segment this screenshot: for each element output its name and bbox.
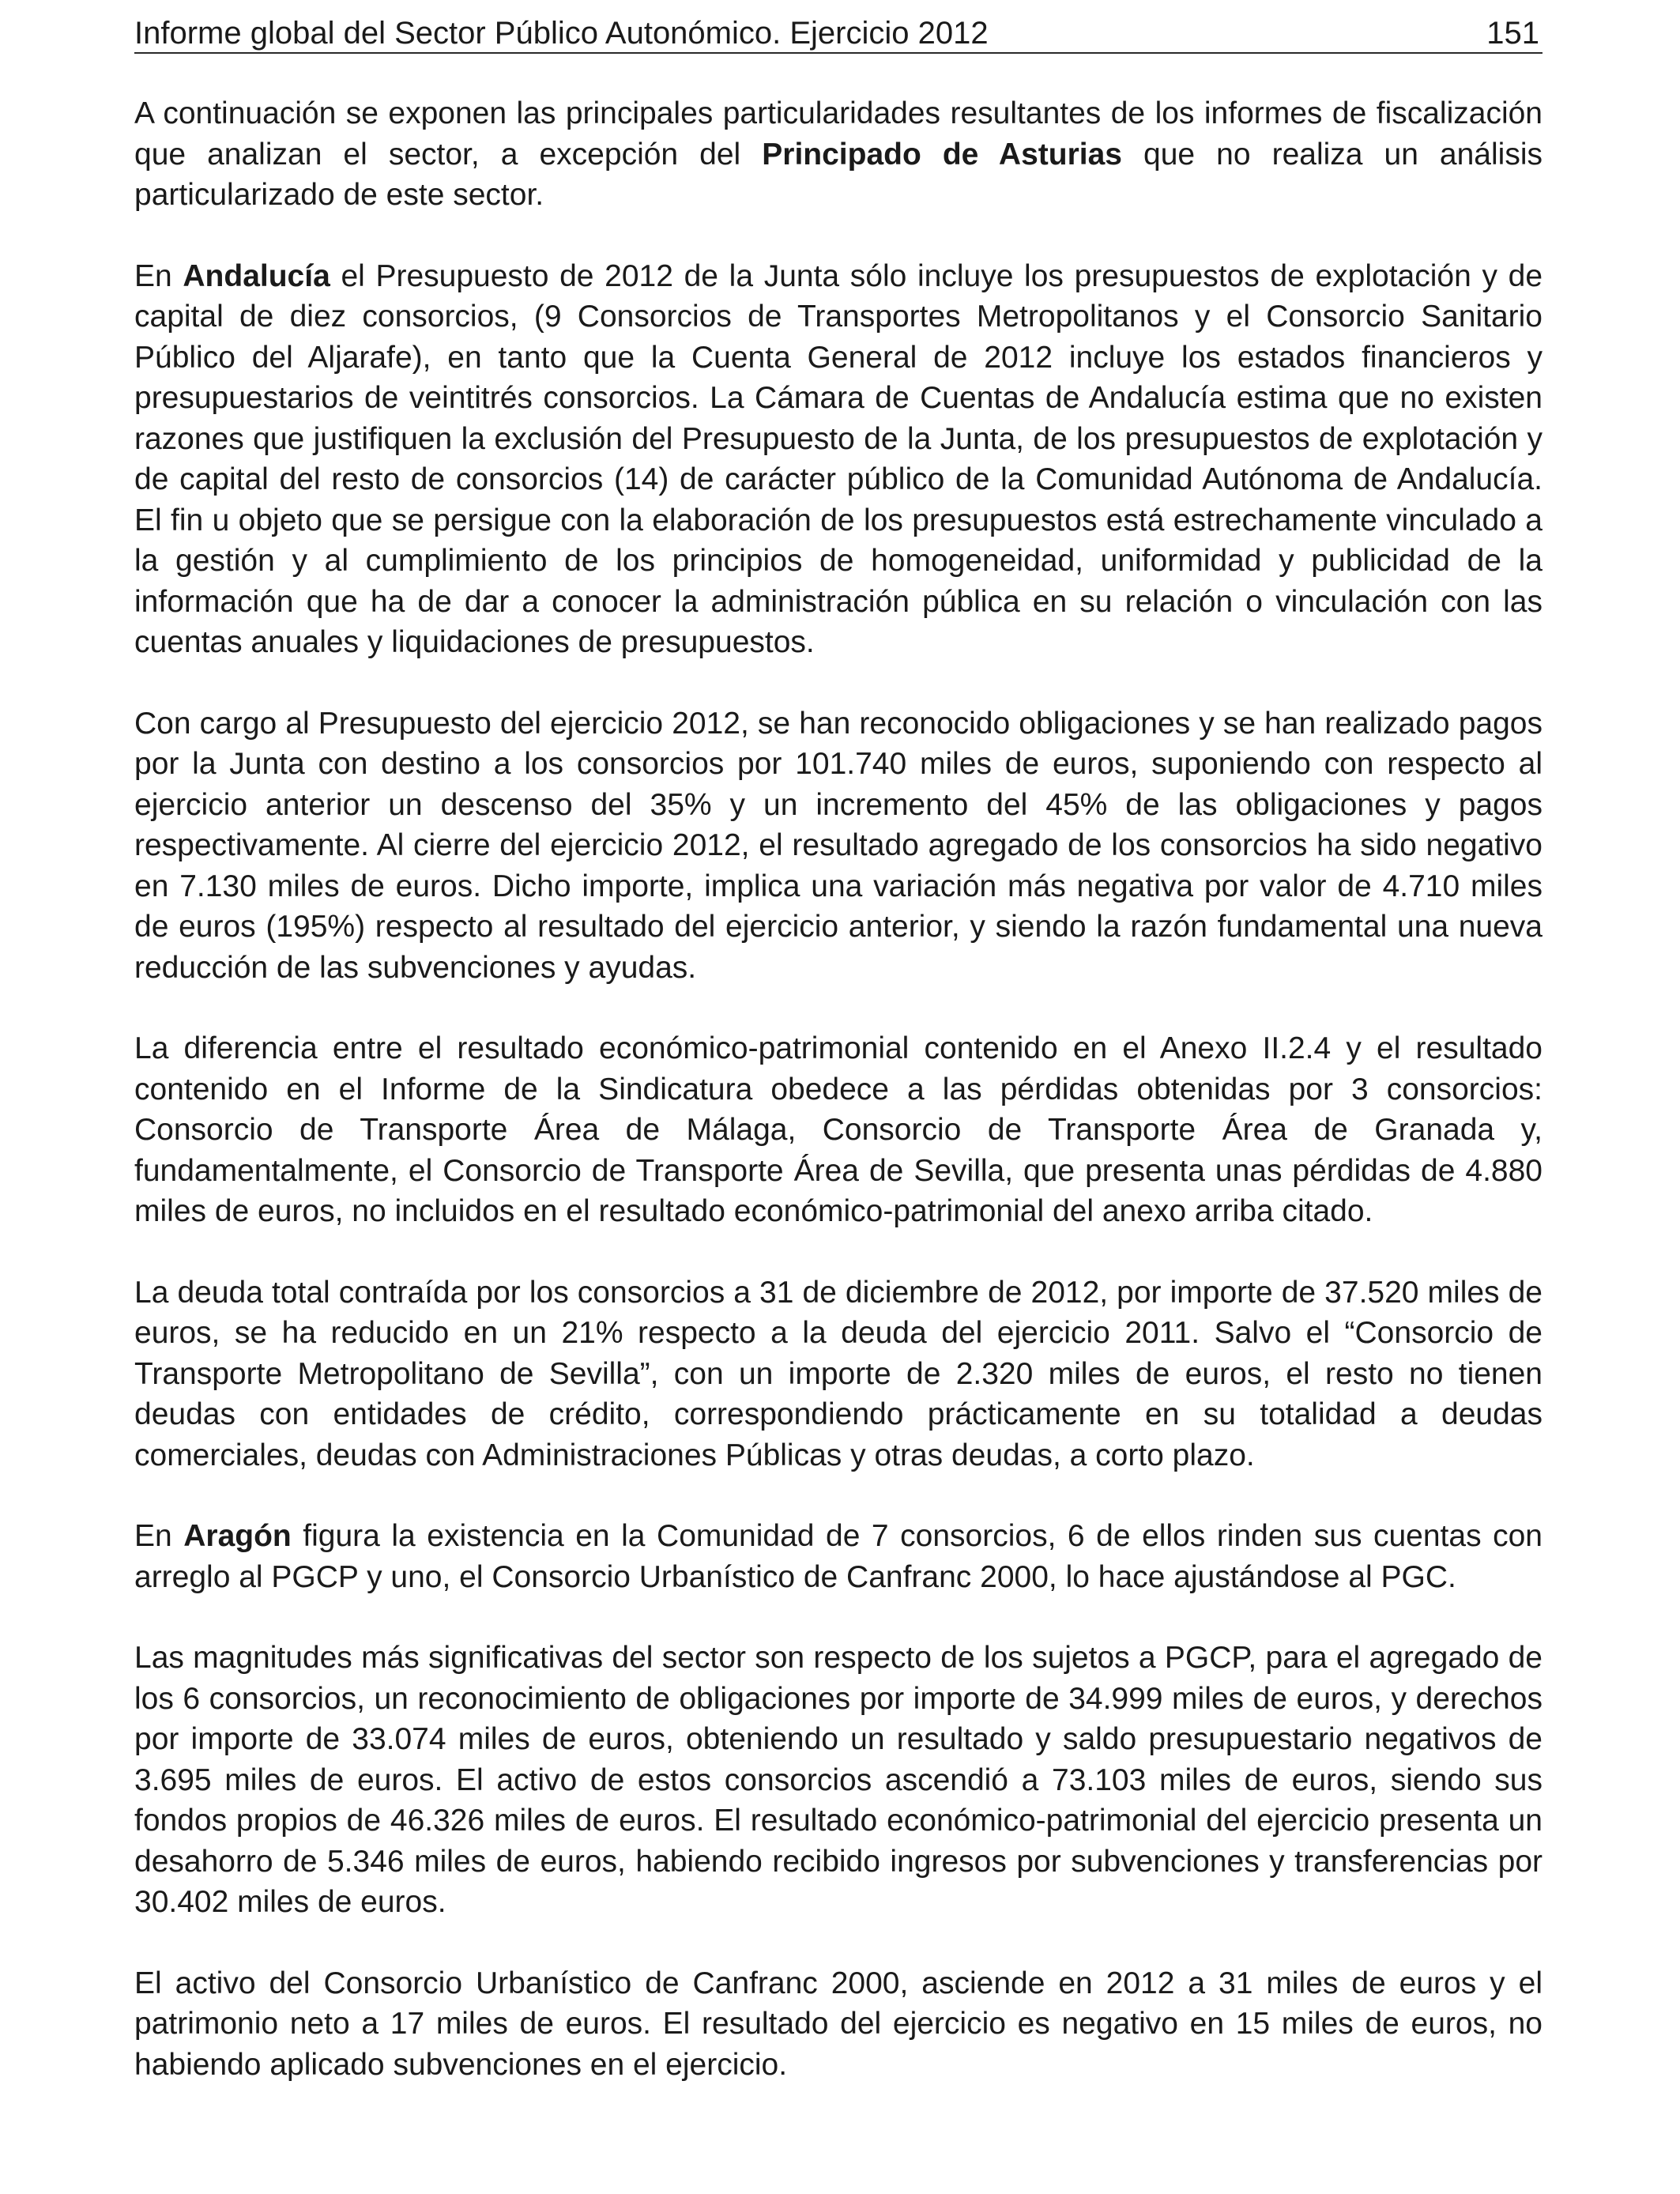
header-title: Informe global del Sector Público Autonómico. Ejercicio 2012 — [134, 16, 989, 51]
page-number: 151 — [1486, 16, 1539, 51]
region-name-andalucia: Andalucía — [183, 258, 330, 293]
running-header — [134, 0, 1543, 54]
paragraph-andalucia — [134, 256, 1543, 663]
paragraph-intro — [134, 93, 1543, 216]
document-page — [134, 0, 1543, 2125]
paragraph-presupuesto: Con cargo al Presupuesto del ejercicio 2012, se han reconocido obligaciones y se han realizado pagos por la Junta con destino a los consorcios por 101.740 miles de euros, suponiendo con respecto al ejercicio anterior un descenso del 35% y un incremento del 45% de las obligaciones y pagos respectivamente. Al cierre del ejercicio 2012, el resultado agregado de los consorcios ha sido negativo en 7.130 miles de euros. Dicho importe, implica una variación más negativa por valor de 4.710 miles de euros (195%) respecto al resultado del ejercicio anterior, y siendo la razón fundamental una nueva reducción de las subvenciones y ayudas. — [134, 706, 1543, 985]
paragraph-aragon — [134, 1516, 1543, 1597]
paragraph-text: que no realiza un análisis particularizado de este sector. — [134, 137, 1543, 212]
paragraph-text: A continuación se exponen las principales particularidades resultantes de los informes de fiscalización que analizan el sector, a excepción del — [134, 96, 1543, 172]
paragraph-diferencia: La diferencia entre el resultado económico-patrimonial contenido en el Anexo II.2.4 y el resultado contenido en el Informe de la Sindicatura obedece a las pérdidas obtenidas por 3 consorcios: Consorcio de Transporte Área de Málaga, Consorcio de Transporte Área de Granada y, fundamentalmente, el Consorcio de Transporte Área de Sevilla, que presenta unas pérdidas de 4.880 miles de euros, no incluidos en el resultado económico-patrimonial del anexo arriba citado. — [134, 1031, 1543, 1228]
paragraph-text: En — [134, 258, 183, 293]
region-name-aragon: Aragón — [183, 1519, 292, 1553]
paragraph-text: En — [134, 1519, 184, 1553]
paragraph-deuda: La deuda total contraída por los consorcios a 31 de diciembre de 2012, por importe de 37.520 miles de euros, se ha reducido en un 21% respecto a la deuda del ejercicio 2011. Salvo el “Consorcio de Transporte Metropolitano de Sevilla”, con un importe de 2.320 miles de euros, el resto no tienen deudas con entidades de crédito, correspondiendo prácticamente en su totalidad a deudas comerciales, deudas con Administraciones Públicas y otras deudas, a corto plazo. — [134, 1275, 1543, 1472]
region-name-asturias: Principado de Asturias — [762, 137, 1122, 172]
paragraph-canfranc: El activo del Consorcio Urbanístico de Canfranc 2000, asciende en 2012 a 31 miles de euros y el patrimonio neto a 17 miles de euros. El resultado del ejercicio es negativo en 15 miles de euros, no habiendo aplicado subvenciones en el ejercicio. — [134, 1966, 1543, 2082]
paragraph-text: el Presupuesto de 2012 de la Junta sólo incluye los presupuestos de explotación y de capital de diez consorcios, (9 Consorcios de Transportes Metropolitanos y el Consorcio Sanitario Público del Aljarafe), en tanto que la Cuenta General de 2012 incluye los estados financieros y presupuestarios de veintitrés consorcios. La Cámara de Cuentas de Andalucía estima que no existen razones que justifiquen la exclusión del Presupuesto de la Junta, de los presupuestos de explotación y de capital del resto de consorcios (14) de carácter público de la Comunidad Autónoma de Andalucía. El fin u objeto que se persigue con la elaboración de los presupuestos está estrechamente vinculado a la gestión y al cumplimiento de los principios de homogeneidad, uniformidad y publicidad de la información que ha de dar a conocer la administración pública en su relación o vinculación con las cuentas anuales y liquidaciones de presupuestos. — [134, 258, 1543, 659]
paragraph-text: figura la existencia en la Comunidad de 7 consorcios, 6 de ellos rinden sus cuentas con arreglo al PGCP y uno, el Consorcio Urbanístico de Canfranc 2000, lo hace ajustándose al PGC. — [134, 1519, 1543, 1594]
paragraph-magnitudes: Las magnitudes más significativas del sector son respecto de los sujetos a PGCP, para el agregado de los 6 consorcios, un reconocimiento de obligaciones por importe de 34.999 miles de euros, y derechos por importe de 33.074 miles de euros, obteniendo un resultado y saldo presupuestario negativos de 3.695 miles de euros. El activo de estos consorcios ascendió a 73.103 miles de euros, siendo sus fondos propios de 46.326 miles de euros. El resultado económico-patrimonial del ejercicio presenta un desahorro de 5.346 miles de euros, habiendo recibido ingresos por subvenciones y transferencias por 30.402 miles de euros. — [134, 1641, 1543, 1919]
document-body — [134, 54, 1543, 2085]
